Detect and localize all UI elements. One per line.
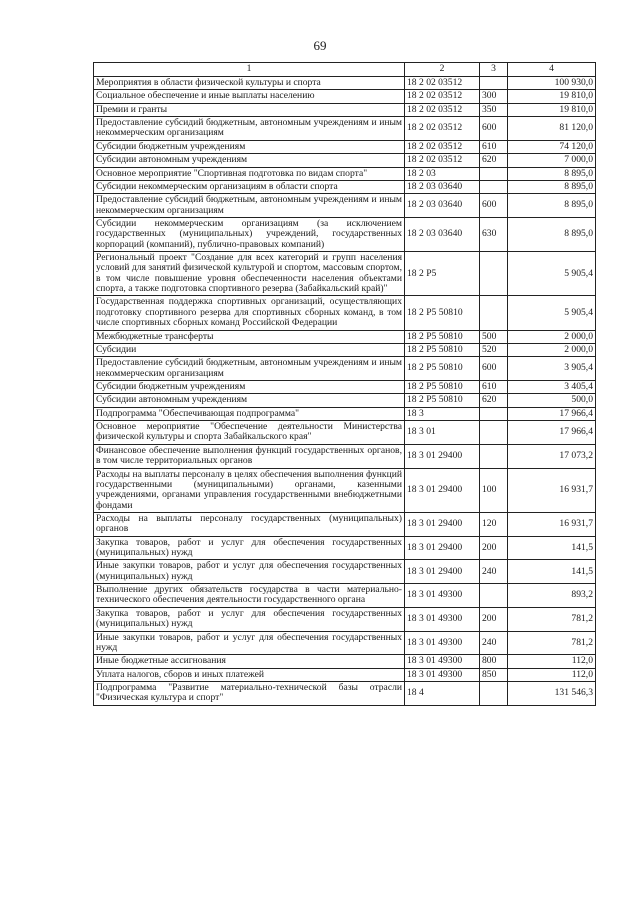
row-amount: 781,2 (508, 631, 596, 655)
table-body (94, 77, 596, 706)
row-name: Субсидии некоммерческим организациям в области спорта (94, 180, 405, 193)
table-row (94, 180, 596, 193)
page-number: 69 (313, 38, 327, 53)
row-amount: 3 405,4 (508, 380, 596, 393)
header-col-1: 1 (94, 63, 405, 77)
row-expense-type: 500 (480, 330, 508, 343)
row-code: 18 3 01 29400 (405, 536, 480, 560)
row-amount: 8 895,0 (508, 180, 596, 193)
row-expense-type: 200 (480, 607, 508, 631)
table-row (94, 407, 596, 420)
row-name: Иные закупки товаров, работ и услуг для обеспечения государственных (муниципальных) нужд (94, 560, 405, 584)
table-row (94, 330, 596, 343)
table-row (94, 140, 596, 153)
table-row (94, 343, 596, 356)
row-expense-type: 240 (480, 631, 508, 655)
row-expense-type: 850 (480, 668, 508, 681)
row-code: 18 3 01 49300 (405, 607, 480, 631)
row-amount: 141,5 (508, 560, 596, 584)
row-amount: 2 000,0 (508, 330, 596, 343)
table-row (94, 117, 596, 141)
row-amount: 141,5 (508, 536, 596, 560)
row-name: Социальное обеспечение и иные выплаты населению (94, 90, 405, 103)
row-amount: 16 931,7 (508, 512, 596, 536)
row-name: Иные бюджетные ассигнования (94, 655, 405, 668)
budget-table (93, 62, 596, 706)
row-name: Иные закупки товаров, работ и услуг для обеспечения государственных нужд (94, 631, 405, 655)
row-code: 18 2 P5 50810 (405, 394, 480, 407)
row-code: 18 3 01 (405, 421, 480, 445)
row-name: Финансовое обеспечение выполнения функций государственных органов, в том числе территориальных органов (94, 444, 405, 468)
row-name: Подпрограмма "Обеспечивающая подпрограмма" (94, 407, 405, 420)
row-name: Субсидии автономным учреждениям (94, 154, 405, 167)
header-col-3: 3 (480, 63, 508, 77)
row-amount: 17 966,4 (508, 407, 596, 420)
row-name: Закупка товаров, работ и услуг для обеспечения государственных (муниципальных) нужд (94, 536, 405, 560)
row-expense-type (480, 681, 508, 705)
row-name: Субсидии (94, 343, 405, 356)
table-row (94, 394, 596, 407)
row-amount: 16 931,7 (508, 468, 596, 512)
row-amount: 131 546,3 (508, 681, 596, 705)
row-amount: 8 895,0 (508, 194, 596, 218)
table-row (94, 154, 596, 167)
row-amount: 19 810,0 (508, 90, 596, 103)
row-expense-type: 630 (480, 217, 508, 251)
table-row (94, 217, 596, 251)
row-code: 18 3 01 49300 (405, 584, 480, 608)
row-name: Мероприятия в области физической культуры и спорта (94, 77, 405, 90)
row-code: 18 2 02 03512 (405, 140, 480, 153)
table-row (94, 167, 596, 180)
row-amount: 500,0 (508, 394, 596, 407)
row-name: Уплата налогов, сборов и иных платежей (94, 668, 405, 681)
row-expense-type (480, 584, 508, 608)
row-code: 18 2 P5 50810 (405, 357, 480, 381)
table-row (94, 512, 596, 536)
row-code: 18 2 02 03512 (405, 90, 480, 103)
row-name: Государственная поддержка спортивных организаций, осуществляющих подготовку спортивного резерва для спортивных сборных команд, в том числе спортивных сборных команд Российской Федерации (94, 296, 405, 330)
table-row (94, 194, 596, 218)
row-expense-type: 520 (480, 343, 508, 356)
table-row (94, 103, 596, 116)
row-code: 18 2 03 03640 (405, 217, 480, 251)
table-row (94, 655, 596, 668)
row-code: 18 2 P5 50810 (405, 380, 480, 393)
header-row (94, 63, 596, 77)
row-expense-type: 240 (480, 560, 508, 584)
table-row (94, 357, 596, 381)
row-amount: 8 895,0 (508, 217, 596, 251)
row-code: 18 3 01 29400 (405, 468, 480, 512)
row-expense-type: 620 (480, 394, 508, 407)
row-code: 18 2 P5 50810 (405, 343, 480, 356)
row-expense-type: 600 (480, 357, 508, 381)
row-code: 18 2 03 (405, 167, 480, 180)
table-row (94, 468, 596, 512)
table-row (94, 252, 596, 296)
table-row (94, 631, 596, 655)
table-row (94, 668, 596, 681)
row-code: 18 3 01 49300 (405, 631, 480, 655)
row-code: 18 3 01 49300 (405, 655, 480, 668)
table-row (94, 560, 596, 584)
row-expense-type: 610 (480, 380, 508, 393)
row-name: Межбюджетные трансферты (94, 330, 405, 343)
row-code: 18 2 02 03512 (405, 117, 480, 141)
row-amount: 893,2 (508, 584, 596, 608)
row-expense-type: 100 (480, 468, 508, 512)
row-amount: 8 895,0 (508, 167, 596, 180)
row-code: 18 2 P5 50810 (405, 296, 480, 330)
header-col-4: 4 (508, 63, 596, 77)
row-expense-type (480, 180, 508, 193)
row-expense-type (480, 407, 508, 420)
row-code: 18 3 01 49300 (405, 668, 480, 681)
row-code: 18 2 03 03640 (405, 194, 480, 218)
row-name: Предоставление субсидий бюджетным, автономным учреждениям и иным некоммерческим организациям (94, 117, 405, 141)
table-row (94, 681, 596, 705)
row-amount: 112,0 (508, 668, 596, 681)
table-row (94, 90, 596, 103)
row-expense-type: 600 (480, 117, 508, 141)
row-name: Подпрограмма "Развитие материально-технической базы отрасли "Физическая культура и спорт" (94, 681, 405, 705)
row-code: 18 4 (405, 681, 480, 705)
row-name: Расходы на выплаты персоналу в целях обеспечения выполнения функций государственными (муниципальными) органами, казенными учреждениями, органами управления государственными внебюджетными фондами (94, 468, 405, 512)
row-expense-type (480, 296, 508, 330)
row-amount: 7 000,0 (508, 154, 596, 167)
row-expense-type: 600 (480, 194, 508, 218)
row-amount: 781,2 (508, 607, 596, 631)
row-expense-type (480, 421, 508, 445)
row-code: 18 2 02 03512 (405, 154, 480, 167)
row-expense-type (480, 77, 508, 90)
row-amount: 17 966,4 (508, 421, 596, 445)
row-amount: 81 120,0 (508, 117, 596, 141)
row-name: Региональный проект "Создание для всех категорий и групп населения условий для занятий физической культурой и спортом, массовым спортом, в том числе повышение уровня обеспеченности населения объектами спорта, а также подготовка спортивного резерва (Забайкальский край)" (94, 252, 405, 296)
row-expense-type: 120 (480, 512, 508, 536)
row-name: Выполнение других обязательств государства в части материально-технического обеспечения деятельности государственного органа (94, 584, 405, 608)
row-amount: 19 810,0 (508, 103, 596, 116)
row-expense-type: 200 (480, 536, 508, 560)
row-amount: 5 905,4 (508, 296, 596, 330)
row-name: Субсидии бюджетным учреждениям (94, 140, 405, 153)
row-expense-type: 610 (480, 140, 508, 153)
row-name: Субсидии автономным учреждениям (94, 394, 405, 407)
table-header (94, 63, 596, 77)
row-name: Предоставление субсидий бюджетным, автономным учреждениям и иным некоммерческим организациям (94, 357, 405, 381)
row-code: 18 3 (405, 407, 480, 420)
table-row (94, 444, 596, 468)
header-col-2: 2 (405, 63, 480, 77)
table-row (94, 77, 596, 90)
table-row (94, 421, 596, 445)
table-row (94, 584, 596, 608)
table-row (94, 380, 596, 393)
row-amount: 2 000,0 (508, 343, 596, 356)
table-row (94, 536, 596, 560)
row-expense-type: 350 (480, 103, 508, 116)
row-code: 18 3 01 29400 (405, 560, 480, 584)
row-name: Основное мероприятие "Обеспечение деятельности Министерства физической культуры и спорта Забайкальского края" (94, 421, 405, 445)
row-code: 18 3 01 29400 (405, 444, 480, 468)
row-name: Расходы на выплаты персоналу государственных (муниципальных) органов (94, 512, 405, 536)
row-amount: 100 930,0 (508, 77, 596, 90)
table-row (94, 607, 596, 631)
row-name: Премии и гранты (94, 103, 405, 116)
table-row (94, 296, 596, 330)
row-expense-type (480, 167, 508, 180)
row-expense-type (480, 252, 508, 296)
row-amount: 3 905,4 (508, 357, 596, 381)
row-expense-type: 800 (480, 655, 508, 668)
row-amount: 112,0 (508, 655, 596, 668)
row-name: Основное мероприятие "Спортивная подготовка по видам спорта" (94, 167, 405, 180)
row-name: Предоставление субсидий бюджетным, автономным учреждениям и иным некоммерческим организациям (94, 194, 405, 218)
row-code: 18 2 P5 50810 (405, 330, 480, 343)
row-amount: 17 073,2 (508, 444, 596, 468)
row-expense-type (480, 444, 508, 468)
row-code: 18 2 P5 (405, 252, 480, 296)
row-expense-type: 620 (480, 154, 508, 167)
row-name: Субсидии бюджетным учреждениям (94, 380, 405, 393)
row-code: 18 2 02 03512 (405, 77, 480, 90)
row-code: 18 3 01 29400 (405, 512, 480, 536)
row-name: Закупка товаров, работ и услуг для обеспечения государственных (муниципальных) нужд (94, 607, 405, 631)
row-code: 18 2 03 03640 (405, 180, 480, 193)
row-code: 18 2 02 03512 (405, 103, 480, 116)
row-name: Субсидии некоммерческим организациям (за исключением государственных (муниципальных) учреждений, государственных корпораций (компаний), публично-правовых компаний) (94, 217, 405, 251)
row-amount: 5 905,4 (508, 252, 596, 296)
row-expense-type: 300 (480, 90, 508, 103)
row-amount: 74 120,0 (508, 140, 596, 153)
